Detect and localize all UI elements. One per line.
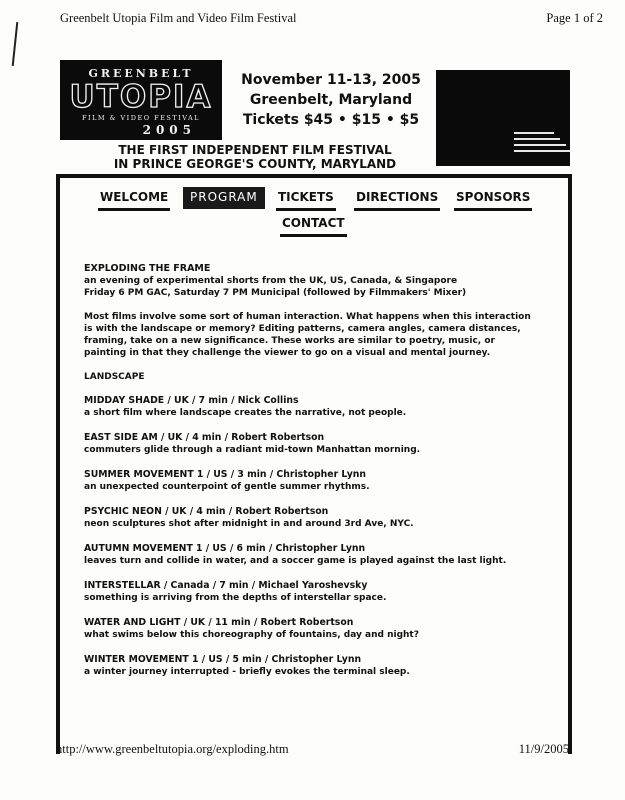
section-heading: LANDSCAPE: [84, 372, 145, 382]
film-entry: [84, 395, 534, 419]
film-entry: [84, 617, 534, 641]
program-subtitle: an evening of experimental shorts from the UK, US, Canada, & Singapore: [84, 276, 458, 286]
print-footer: [56, 742, 569, 757]
film-entry: [84, 469, 534, 493]
nav-program[interactable]: PROGRAM: [183, 187, 265, 209]
nav-contact[interactable]: CONTACT: [280, 216, 347, 237]
program-description: Most films involve some sort of human interaction. What happens when this interaction is with the landscape or memory? Editing patterns, camera angles, camera distances, framing, take on a new significance. These works are similar to poetry, music, or painting in that they challenge the viewer to go on a visual and mental journey.: [84, 312, 531, 358]
main-nav: [88, 187, 548, 247]
film-description: something is arriving from the depths of interstellar space.: [84, 593, 387, 603]
tagline-line2: IN PRINCE GEORGE'S COUNTY, MARYLAND: [113, 157, 397, 171]
nav-tickets[interactable]: TICKETS: [276, 190, 336, 211]
film-description: a short film where landscape creates the narrative, not people.: [84, 408, 407, 418]
festival-logo[interactable]: [60, 60, 222, 140]
film-heading: EAST SIDE AM / UK / 4 min / Robert Robertson: [84, 432, 325, 443]
program-schedule: Friday 6 PM GAC, Saturday 7 PM Municipal (followed by Filmmakers' Mixer): [84, 288, 467, 298]
film-heading: SUMMER MOVEMENT 1 / US / 3 min / Christopher Lynn: [84, 469, 366, 480]
film-heading: AUTUMN MOVEMENT 1 / US / 6 min / Christopher Lynn: [84, 543, 366, 554]
print-page-number: Page 1 of 2: [546, 11, 603, 25]
film-heading: INTERSTELLAR / Canada / 7 min / Michael Yaroshevsky: [84, 580, 368, 591]
film-entry: [84, 580, 534, 604]
nav-sponsors[interactable]: SPONSORS: [454, 190, 532, 211]
photo-highlight: [514, 138, 560, 140]
film-heading: MIDDAY SHADE / UK / 7 min / Nick Collins: [84, 395, 299, 406]
tagline-line1: THE FIRST INDEPENDENT FILM FESTIVAL: [118, 143, 392, 157]
film-entry: [84, 432, 534, 456]
film-entry: [84, 506, 534, 530]
print-footer-date: 11/9/2005: [518, 742, 569, 756]
event-info: [232, 70, 430, 130]
photo-highlight: [514, 144, 566, 146]
program-content: [84, 263, 534, 691]
film-description: an unexpected counterpoint of gentle summer rhythms.: [84, 482, 370, 492]
film-heading: WINTER MOVEMENT 1 / US / 5 min / Christopher Lynn: [84, 654, 362, 665]
film-description: what swims below this choreography of fountains, day and night?: [84, 630, 419, 640]
program-title: EXPLODING THE FRAME: [84, 263, 211, 274]
photo-highlight: [514, 132, 554, 134]
film-heading: PSYCHIC NEON / UK / 4 min / Robert Robertson: [84, 506, 329, 517]
print-header: [60, 11, 603, 26]
film-description: neon sculptures shot after midnight in and around 3rd Ave, NYC.: [84, 519, 414, 529]
event-dates: November 11-13, 2005: [241, 72, 421, 88]
logo-line-year: 2005: [142, 123, 196, 137]
film-description: a winter journey interrupted - briefly evokes the terminal sleep.: [84, 667, 410, 677]
festival-tagline: [60, 143, 450, 171]
nav-directions[interactable]: DIRECTIONS: [354, 190, 440, 211]
film-heading: WATER AND LIGHT / UK / 11 min / Robert Robertson: [84, 617, 354, 628]
film-entry: [84, 654, 534, 678]
print-footer-url: http://www.greenbeltutopia.org/exploding.htm: [56, 742, 289, 756]
print-header-title: Greenbelt Utopia Film and Video Film Festival: [60, 11, 297, 25]
pen-mark: [12, 22, 19, 66]
event-tickets: Tickets $45 • $15 • $5: [242, 112, 420, 128]
logo-line-festival: FILM & VIDEO FESTIVAL: [82, 114, 200, 122]
photo-highlight: [514, 150, 570, 152]
event-location: Greenbelt, Maryland: [249, 92, 413, 108]
film-entry: [84, 543, 534, 567]
header-photo: [436, 70, 570, 166]
film-description: leaves turn and collide in water, and a soccer game is played against the last light.: [84, 556, 507, 566]
logo-line-greenbelt: GREENBELT: [88, 67, 194, 80]
film-description: commuters glide through a radiant mid-town Manhattan morning.: [84, 445, 421, 455]
logo-line-utopia: UTOPIA: [69, 79, 213, 115]
nav-welcome[interactable]: WELCOME: [98, 190, 170, 211]
